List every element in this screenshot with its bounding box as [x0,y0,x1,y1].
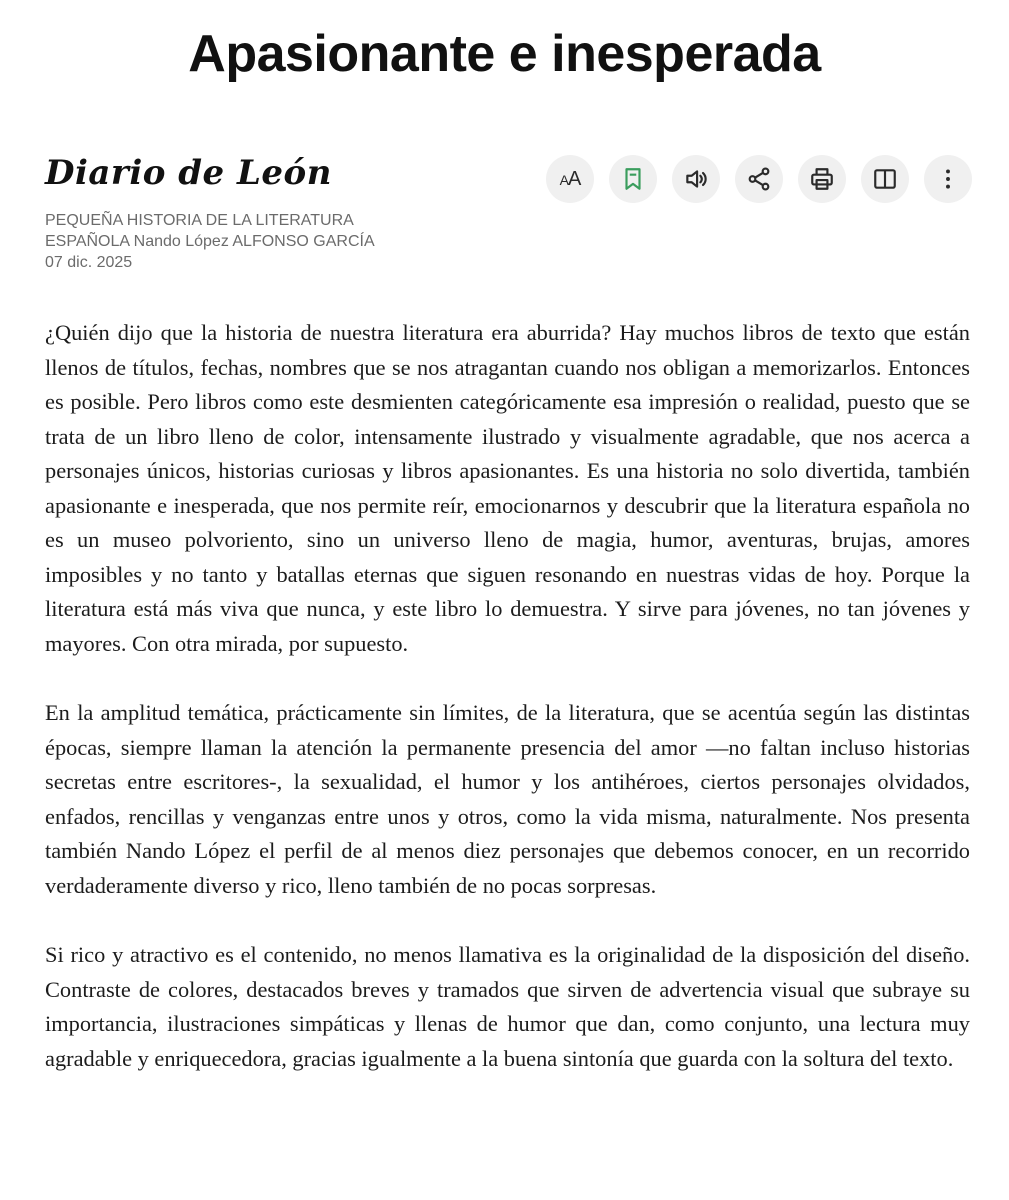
publication-logo[interactable]: Diario de León [45,153,332,193]
share-icon [746,166,772,192]
bookmark-button[interactable] [609,155,657,203]
article-body [45,316,970,1111]
print-icon [809,166,835,192]
columns-icon [872,166,898,192]
headline: Apasionante e inesperada [188,25,821,83]
share-button[interactable] [735,155,783,203]
print-button[interactable] [798,155,846,203]
paragraph: Si rico y atractivo es el contenido, no menos llamativa es la originalidad de la disposición del diseño. Contraste de colores, destacados breves y tramados que sirven de advertencia visual que subraye su importancia, ilustraciones simpáticas y llenas de humor que dan, como conjunto, una lectura muy agradable y enriquecedora, gracias igualmente a la buena sintonía que guarda con la soltura del texto. [45,942,970,1071]
publish-date: 07 dic. 2025 [45,254,133,271]
columns-button[interactable] [861,155,909,203]
paragraph: ¿Quién dijo que la historia de nuestra literatura era aburrida? Hay muchos libros de texto que están llenos de títulos, fechas, nombres que se nos atragantan cuando nos obligan a memorizarlos. Entonces es posible. Pero libros como este desmienten categóricamente esa impresión o realidad, puesto que se trata de un libro lleno de color, intensamente ilustrado y visualmente agradable, que nos acerca a personajes únicos, historias curiosas y libros apasionantes. Es una historia no solo divertida, también apasionante e inesperada, que nos permite reír, emocionarnos y descubrir que la literatura española no es un museo polvoriento, sino un universo lleno de magia, humor, aventuras, brujas, amores imposibles y no tanto y batallas eternas que siguen resonando en nuestras vidas de hoy. Porque la literatura está más viva que nunca, y este libro lo demuestra. Y sirve para jóvenes, no tan jóvenes y mayores. Con otra mirada, por supuesto. [45,320,970,656]
text-size-button[interactable] [546,155,594,203]
byline: PEQUEÑA HISTORIA DE LA LITERATURA ESPAÑOLA Nando López ALFONSO GARCÍA [45,212,375,250]
more-options-button[interactable] [924,155,972,203]
reader-toolbar [546,155,972,203]
speaker-icon [683,166,709,192]
article-meta [45,210,425,273]
bookmark-icon [620,166,646,192]
listen-button[interactable] [672,155,720,203]
text-size-icon: AA [559,167,581,190]
paragraph: En la amplitud temática, prácticamente sin límites, de la literatura, que se acentúa según las distintas épocas, siempre llaman la atención la permanente presencia del amor —no faltan incluso historias secretas entre escritores-, la sexualidad, el humor y los antihéroes, ciertos personajes olvidados, enfados, rencillas y venganzas entre unos y otros, como la vida misma, naturalmente. Nos presenta también Nando López el perfil de al menos diez personajes que debemos conocer, en un recorrido verdaderamente diverso y rico, lleno también de no pocas sorpresas. [45,700,970,898]
more-vertical-icon [935,166,961,192]
